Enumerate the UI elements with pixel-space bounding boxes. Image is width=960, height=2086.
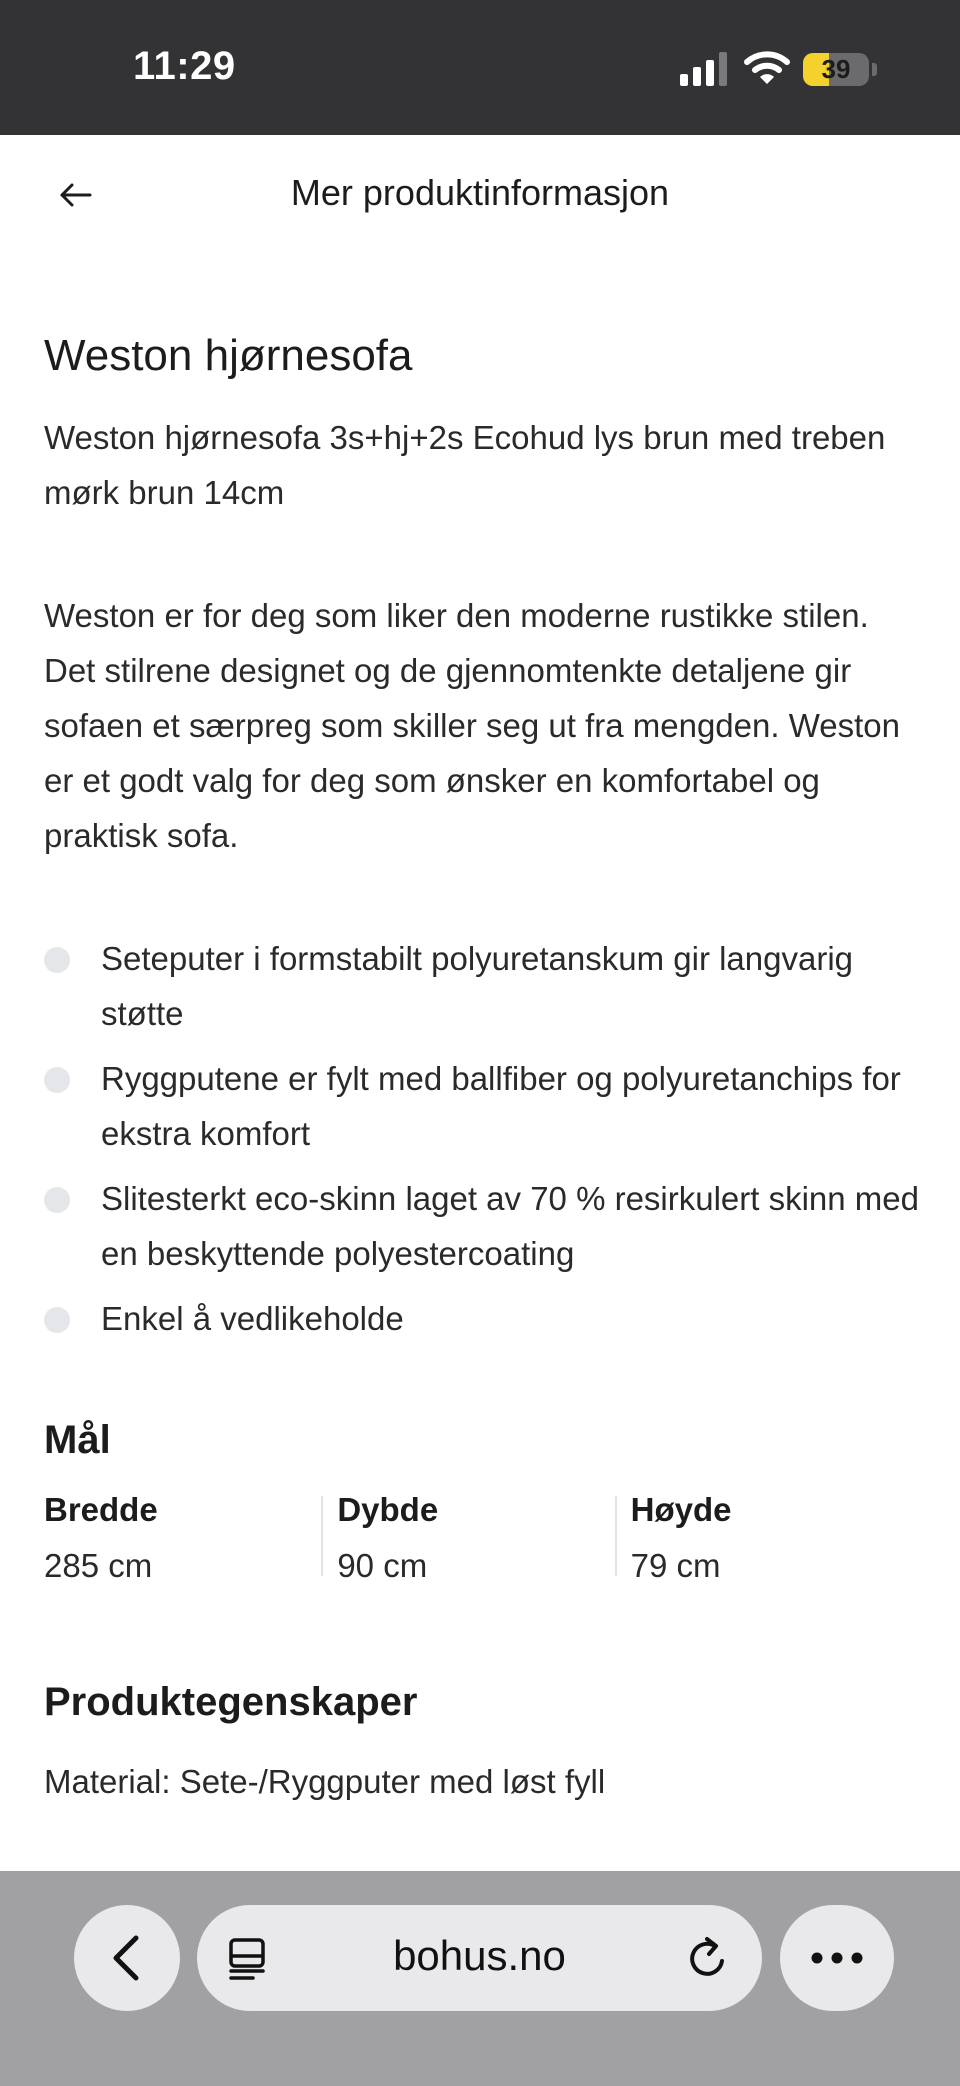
dimension-label: Bredde: [44, 1491, 158, 1528]
feature-item: [44, 1291, 924, 1346]
bullet-dot-icon: [44, 947, 70, 973]
properties-title: Produktegenskaper: [44, 1680, 418, 1724]
dimension-depth: [337, 1484, 630, 1596]
bullet-dot-icon: [44, 1067, 70, 1093]
feature-list: [44, 931, 924, 1346]
feature-text: Seteputer i formstabilt polyuretanskum gir langvarig støtte: [101, 940, 854, 1032]
divider: [321, 1496, 323, 1576]
more-options-button[interactable]: [780, 1905, 894, 2011]
divider: [615, 1496, 617, 1576]
dimension-width: [44, 1484, 337, 1596]
feature-text: Slitesterkt eco-skinn laget av 70 % resirkulert skinn med en beskyttende polyestercoating: [101, 1180, 920, 1272]
dimension-value: 90 cm: [337, 1547, 428, 1584]
product-subtitle: Weston hjørnesofa 3s+hj+2s Ecohud lys brun med treben mørk brun 14cm: [44, 419, 886, 511]
material-text: Material: Sete-/Ryggputer med løst fyll: [44, 1763, 606, 1800]
feature-item: [44, 1051, 924, 1161]
reload-icon[interactable]: [685, 1935, 731, 1981]
address-bar[interactable]: [197, 1905, 762, 2011]
cellular-signal-icon: [680, 52, 728, 86]
page-header: [0, 135, 960, 255]
status-bar: [0, 0, 960, 135]
chevron-left-icon: [106, 1933, 148, 1983]
wifi-icon: [744, 50, 790, 86]
feature-text: Enkel å vedlikeholde: [101, 1300, 404, 1337]
dimensions-title: Mål: [44, 1418, 111, 1462]
feature-text: Ryggputene er fylt med ballfiber og polyuretanchips for ekstra komfort: [101, 1060, 901, 1152]
status-time: 11:29: [133, 44, 236, 88]
dimension-label: Høyde: [630, 1491, 732, 1528]
product-description: Weston er for deg som liker den moderne rustikke stilen. Det stilrene designet og de gjennomtenkte detaljene gir sofaen et særpreg som skiller seg ut fra mengden. Weston er et godt valg for deg som ønsker en komfortabel og praktisk sofa.: [44, 597, 900, 854]
product-title: Weston hjørnesofa: [44, 331, 413, 380]
battery-icon: [803, 53, 869, 86]
feature-item: [44, 931, 924, 1041]
bullet-dot-icon: [44, 1187, 70, 1213]
dimension-height: [631, 1484, 924, 1596]
dimensions-table: [44, 1484, 924, 1596]
dimension-label: Dybde: [337, 1491, 439, 1528]
bullet-dot-icon: [44, 1307, 70, 1333]
battery-cap: [872, 63, 877, 76]
product-info-content: [44, 320, 924, 1809]
dimension-value: 79 cm: [630, 1547, 721, 1584]
dimension-value: 285 cm: [44, 1547, 153, 1584]
browser-back-button[interactable]: [74, 1905, 180, 2011]
more-dots-icon: [811, 1951, 863, 1965]
url-text[interactable]: bohus.no: [393, 1932, 566, 1979]
feature-item: [44, 1171, 924, 1281]
browser-toolbar: [0, 1871, 960, 2086]
battery-level-text: 39: [821, 54, 851, 84]
page-header-title: Mer produktinformasjon: [290, 172, 670, 213]
